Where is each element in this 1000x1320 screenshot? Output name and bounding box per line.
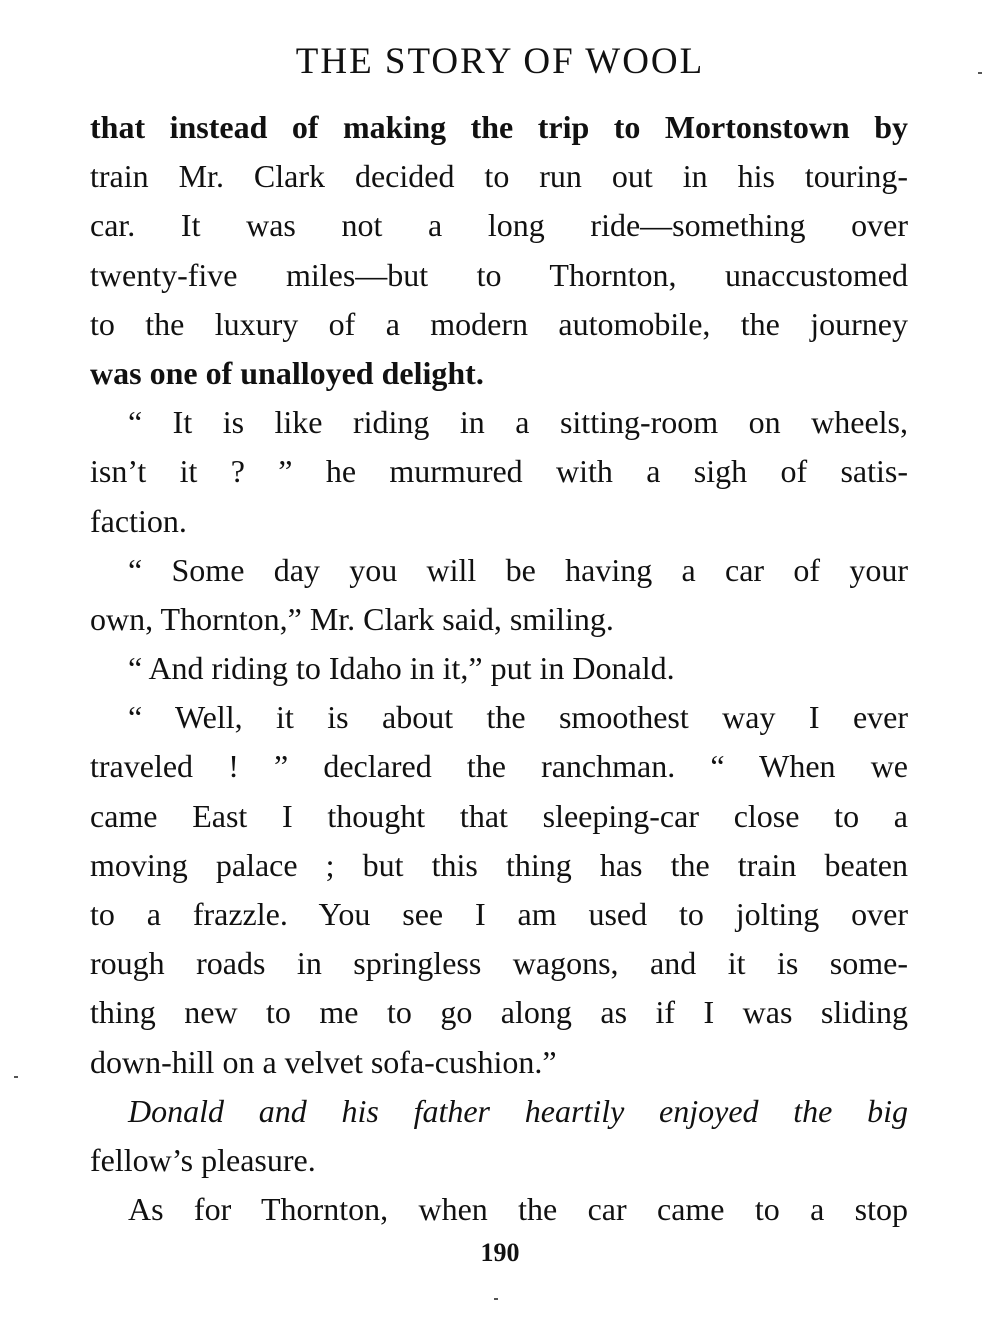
text-line: As for Thornton, when the car came to a stop	[128, 1191, 908, 1228]
text-line: came East I thought that sleeping-car close to a	[90, 797, 908, 834]
text-line: “ It is like riding in a sitting-room on wheels,	[128, 404, 908, 441]
text-line: faction.	[90, 502, 187, 539]
text-line: isn’t it ? ” he murmured with a sigh of satis-	[90, 453, 908, 490]
text-line: that instead of making the trip to Mortonstown by	[90, 109, 908, 145]
body-text	[90, 103, 908, 1234]
text-line: car. It was not a long ride—something over	[90, 207, 908, 244]
text-line: to a frazzle. You see I am used to jolting over	[90, 896, 908, 932]
text-line: rough roads in springless wagons, and it is some-	[90, 945, 908, 982]
page-number: 190	[480, 1238, 520, 1267]
scan-speck	[978, 72, 982, 74]
text-line: fellow’s pleasure.	[90, 1141, 316, 1178]
text-line: Donald and his father heartily enjoyed the big	[128, 1092, 908, 1129]
text-line: train Mr. Clark decided to run out in his touring-	[90, 158, 908, 195]
scan-speck	[14, 1076, 18, 1078]
text-line: own, Thornton,” Mr. Clark said, smiling.	[90, 600, 614, 637]
text-line: down-hill on a velvet sofa-cushion.”	[90, 1043, 557, 1080]
text-line: was one of unalloyed delight.	[90, 354, 484, 391]
text-line: to the luxury of a modern automobile, the journey	[90, 305, 908, 342]
text-line: “ Some day you will be having a car of your	[128, 551, 908, 588]
text-line: “ Well, it is about the smoothest way I ever	[128, 699, 908, 736]
scan-speck	[494, 1298, 498, 1300]
text-line: “ And riding to Idaho in it,” put in Donald.	[128, 650, 675, 687]
text-line: traveled ! ” declared the ranchman. “ When we	[90, 748, 908, 785]
text-line: moving palace ; but this thing has the train beaten	[90, 846, 908, 883]
text-line: thing new to me to go along as if I was sliding	[90, 994, 908, 1031]
text-line: twenty-five miles—but to Thornton, unaccustomed	[90, 256, 908, 293]
running-head: THE STORY OF WOOL	[295, 41, 705, 82]
